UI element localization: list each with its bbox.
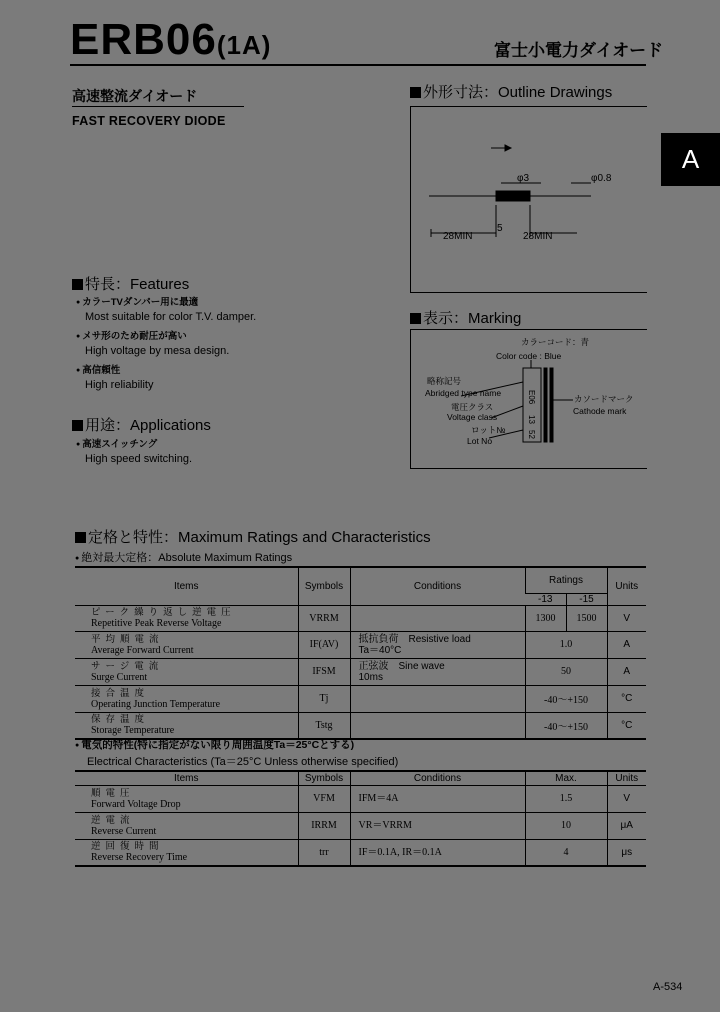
- header-rule: [70, 64, 646, 66]
- col-units: Units: [607, 771, 646, 785]
- color-code-en: Color code : Blue: [496, 351, 562, 361]
- col-units: Units: [607, 567, 646, 605]
- outline-heading: 外形寸法：Outline Drawings: [410, 81, 612, 102]
- col-items: Items: [174, 580, 199, 592]
- outline-drawing-box: [410, 106, 647, 293]
- dim-lead-label: φ0.8: [591, 173, 612, 184]
- marking-box: [410, 329, 647, 469]
- max-ratings-table: [75, 566, 646, 740]
- section-title-en: FAST RECOVERY DIODE: [72, 114, 226, 128]
- type-name-jp: 略称記号: [427, 376, 462, 386]
- electrical-table: [75, 770, 646, 867]
- lot-no-jp: ロット№: [471, 425, 506, 435]
- body-text-1: E06: [527, 390, 536, 405]
- voltage-class-jp: 電圧クラス: [451, 402, 494, 412]
- square-bullet-icon: [75, 532, 86, 543]
- col-symbols: Symbols: [298, 567, 350, 605]
- cathode-arrow-head: [505, 145, 511, 151]
- col-r15: -15: [566, 593, 607, 605]
- cathode-mark-en: Cathode mark: [573, 406, 627, 416]
- ratings-heading: 定格と特性：Maximum Ratings and Characteristics: [75, 526, 431, 547]
- feature-3-jp: ● 高信頼性: [76, 362, 120, 376]
- marking-heading: 表示：Marking: [410, 307, 521, 328]
- body-text-2: 13: [527, 415, 536, 424]
- features-heading: 特長：Features: [72, 273, 189, 294]
- application-1-jp: ● 高速スイッチング: [76, 436, 157, 450]
- square-bullet-icon: [72, 420, 83, 431]
- col-items: Items: [174, 772, 199, 784]
- class-leader: [491, 406, 523, 418]
- lot-no-en: Lot No: [467, 436, 493, 446]
- table-row: 平均順電流 Average Forward Current IF(AV) 抵抗負荷 Resistive load Ta＝40°C 1.0 A: [75, 631, 646, 658]
- col-ratings: Ratings: [525, 567, 607, 593]
- current-rating: (1A): [216, 30, 272, 60]
- section-tab: A: [661, 133, 720, 186]
- lot-leader: [489, 430, 523, 438]
- body-text-3: 52: [527, 430, 536, 439]
- maker-title: 富士小電力ダイオード: [494, 41, 664, 60]
- table-header-row: [75, 567, 646, 593]
- dim-right-label: 28MIN: [523, 231, 553, 242]
- diode-body: [496, 191, 530, 201]
- cathode-band-1: [544, 368, 547, 442]
- square-bullet-icon: [410, 87, 421, 98]
- col-max: Max.: [525, 771, 607, 785]
- part-title: [70, 15, 272, 64]
- table-header-row: [75, 771, 646, 785]
- section-title-jp: 高速整流ダイオード: [72, 88, 198, 104]
- electrical-heading-jp: ● 電気的特性(特に指定がない限り周囲温度Ta＝25°Cとする): [75, 737, 354, 752]
- feature-1-jp: ● カラーTVダンパー用に最適: [76, 294, 198, 308]
- col-conditions: Conditions: [350, 567, 525, 605]
- dim-body-label: φ3: [517, 173, 530, 184]
- color-code-jp: カラーコード：青: [521, 337, 590, 347]
- feature-1-en: Most suitable for color T.V. damper.: [85, 311, 257, 323]
- marking-drawing: [411, 330, 647, 468]
- table-row: サージ電流 Surge Current IFSM 正弦波 Sine wave 10ms 50 A: [75, 658, 646, 685]
- table-row: ピーク繰り返し逆電圧 Repetitive Peak Reverse Voltage VRRM 1300 1500 V: [75, 605, 646, 631]
- feature-2-jp: ● メサ形のため耐圧が高い: [76, 328, 187, 342]
- square-bullet-icon: [72, 279, 83, 290]
- application-1-en: High speed switching.: [85, 453, 193, 465]
- dim-center-label: 5: [497, 223, 503, 234]
- applications-heading: 用途：Applications: [72, 414, 211, 435]
- table-row: 保存温度 Storage Temperature Tstg -40～+150 °C: [75, 712, 646, 739]
- page-number: A-534: [653, 981, 683, 993]
- voltage-class-en: Voltage class: [447, 412, 498, 422]
- cathode-band-2: [550, 368, 553, 442]
- table-row: 逆回復時間 Reverse Recovery Time trr IF＝0.1A, IR＝0.1A 4 μs: [75, 839, 646, 866]
- col-conditions: Conditions: [350, 771, 525, 785]
- table-row: 接合温度 Operating Junction Temperature Tj -40～+150 °C: [75, 685, 646, 712]
- section-title-rule: [72, 106, 244, 107]
- outline-drawing: [411, 107, 647, 292]
- feature-3-en: High reliability: [85, 379, 154, 391]
- type-leader: [461, 382, 523, 396]
- col-r13: -13: [538, 593, 553, 605]
- electrical-heading-en: Electrical Characteristics (Ta＝25°C Unless otherwise specified): [87, 756, 399, 768]
- table-row: 逆電流 Reverse Current IRRM VR＝VRRM 10 μA: [75, 812, 646, 839]
- col-symbols: Symbols: [298, 771, 350, 785]
- part-number: ERB06: [70, 15, 217, 64]
- square-bullet-icon: [410, 313, 421, 324]
- abs-max-heading: ● 絶対最大定格：Absolute Maximum Ratings: [75, 549, 292, 565]
- type-name-en: Abridged type name: [425, 388, 502, 398]
- dim-left-label: 28MIN: [443, 231, 473, 242]
- cathode-mark-jp: カソードマーク: [574, 394, 634, 404]
- table-row: 順電圧 Forward Voltage Drop VFM IFM＝4A 1.5 V: [75, 785, 646, 812]
- feature-2-en: High voltage by mesa design.: [85, 345, 230, 357]
